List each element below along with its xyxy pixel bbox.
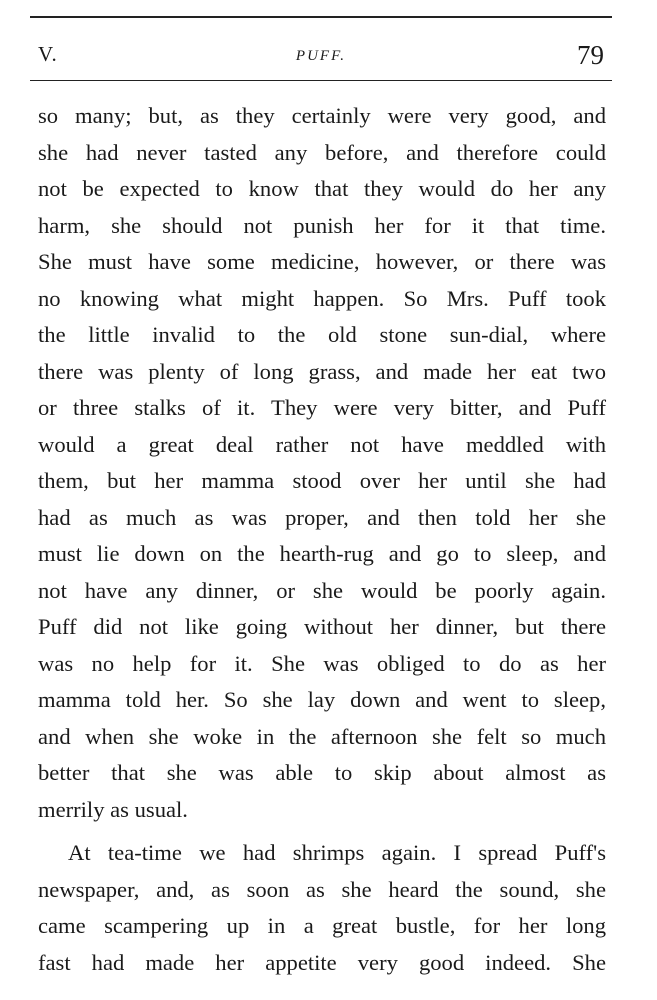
text-line: would a great deal rather not have meddled with <box>38 431 606 457</box>
chapter-number: V. <box>38 42 58 66</box>
text-line: not have any dinner, or she would be poorly again. <box>38 577 606 603</box>
text-line: them, but her mamma stood over her until she had <box>38 468 606 493</box>
text-line: At tea-time we had shrimps again. I spread Puff's <box>68 840 606 865</box>
running-head <box>30 38 612 74</box>
paragraph <box>38 98 606 828</box>
text-line: there was plenty of long grass, and made her eat two <box>38 358 606 384</box>
paragraph <box>38 835 606 981</box>
body-text <box>38 98 606 981</box>
text-line: newspaper, and, as soon as she heard the sound, she <box>38 876 606 902</box>
text-line: merrily as usual. <box>38 796 188 822</box>
text-line: She must have some medicine, however, or there was <box>38 249 606 274</box>
text-line: fast had made her appetite very good indeed. She <box>38 949 606 975</box>
text-line: and when she woke in the afternoon she felt so much <box>38 723 606 749</box>
text-line: no knowing what might happen. So Mrs. Puff took <box>38 285 606 311</box>
text-line: must lie down on the hearth-rug and go to sleep, and <box>38 541 606 566</box>
text-line: Puff did not like going without her dinner, but there <box>38 614 606 639</box>
text-line: not be expected to know that they would do her any <box>38 176 606 201</box>
text-line: better that she was able to skip about almost as <box>38 760 606 785</box>
text-line: had as much as was proper, and then told her she <box>38 504 606 530</box>
text-line: mamma told her. So she lay down and went to sleep, <box>38 687 606 712</box>
text-line: harm, she should not punish her for it that time. <box>38 212 606 238</box>
page-number: 79 <box>577 40 604 70</box>
text-line: was no help for it. She was obliged to do as her <box>38 650 606 676</box>
text-line: came scampering up in a great bustle, for her long <box>38 913 606 938</box>
text-line: or three stalks of it. They were very bitter, and Puff <box>38 395 606 420</box>
text-line: so many; but, as they certainly were very good, and <box>38 103 606 128</box>
running-title: PUFF. <box>295 48 347 64</box>
text-line: she had never tasted any before, and therefore could <box>38 139 606 165</box>
text-line: the little invalid to the old stone sun-dial, where <box>38 322 606 347</box>
header-top-rule <box>30 16 612 18</box>
paragraph-gap <box>38 828 606 835</box>
header-bottom-rule <box>30 80 612 81</box>
